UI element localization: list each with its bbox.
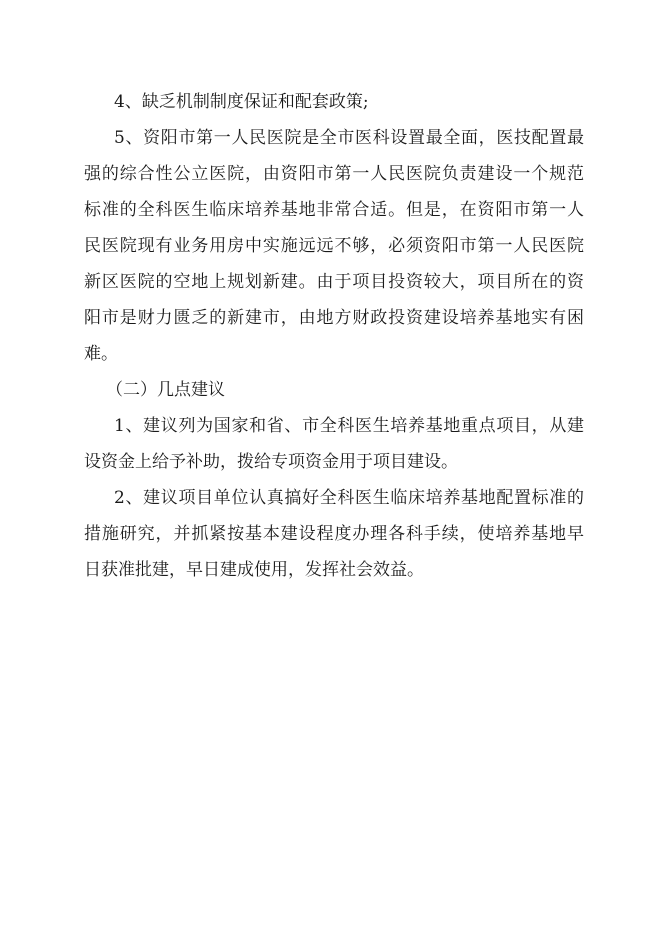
- paragraph-item-5-line-7: 难。: [84, 344, 118, 364]
- section-heading-suggestions: （二）几点建议: [106, 380, 225, 400]
- suggestion-2-line-3: 日获准批建，早日建成使用，发挥社会效益。: [84, 560, 424, 580]
- paragraph-item-5-line-5: 新区医院的空地上规划新建。由于项目投资较大，项目所在的资: [84, 272, 584, 292]
- suggestion-2-line-2: 措施研究，并抓紧按基本建设程度办理各科手续，使培养基地早: [84, 524, 584, 544]
- paragraph-item-5-line-4: 民医院现有业务用房中实施远远不够，必须资阳市第一人民医院: [84, 236, 584, 256]
- suggestion-2-line-1: 2、建议项目单位认真搞好全科医生临床培养基地配置标准的: [114, 488, 584, 508]
- paragraph-item-5-line-1: 5、资阳市第一人民医院是全市医科设置最全面，医技配置最: [114, 128, 584, 148]
- paragraph-item-5-line-6: 阳市是财力匮乏的新建市，由地方财政投资建设培养基地实有困: [84, 308, 584, 328]
- suggestion-1-line-1: 1、建议列为国家和省、市全科医生培养基地重点项目，从建: [114, 416, 584, 436]
- paragraph-item-5-line-3: 标准的全科医生临床培养基地非常合适。但是，在资阳市第一人: [84, 200, 584, 220]
- paragraph-item-5-line-2: 强的综合性公立医院，由资阳市第一人民医院负责建设一个规范: [84, 164, 584, 184]
- paragraph-item-4: 4、缺乏机制制度保证和配套政策;: [114, 92, 369, 112]
- suggestion-1-line-2: 设资金上给予补助，拨给专项资金用于项目建设。: [84, 452, 458, 472]
